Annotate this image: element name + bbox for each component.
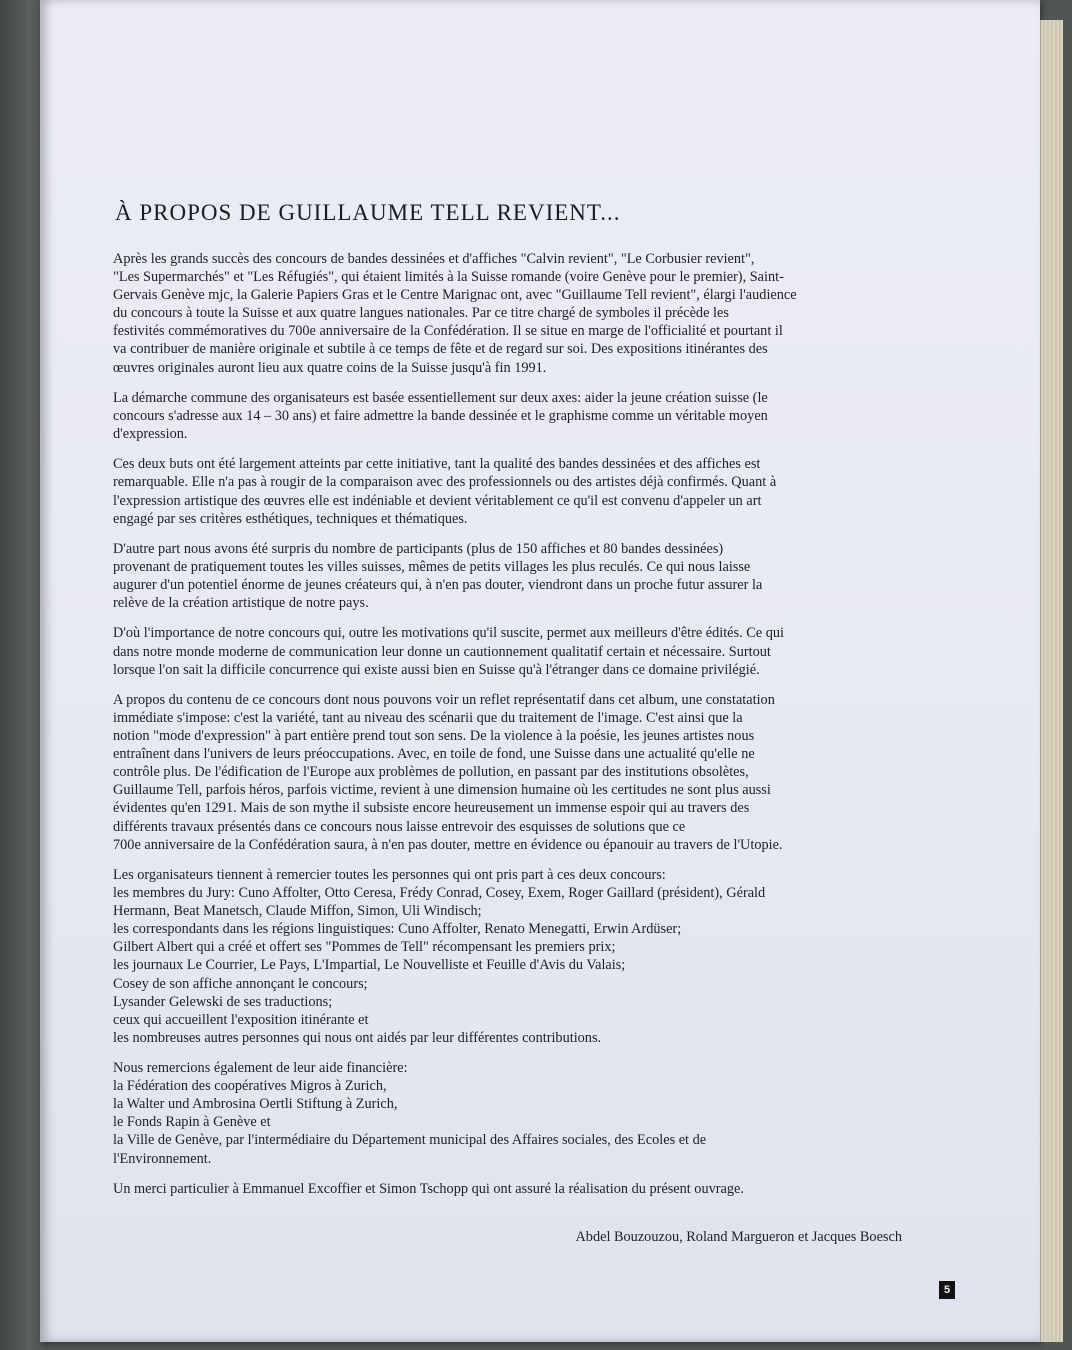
text-line: Hermann, Beat Manetsch, Claude Miffon, Simon, Uli Windisch;	[113, 903, 482, 920]
text-line: Cosey de son affiche annonçant le concours;	[113, 975, 368, 992]
text-line: l'Environnement.	[113, 1150, 212, 1167]
paragraph	[113, 1059, 958, 1168]
page-edges	[1040, 20, 1063, 1342]
page-number: 5	[939, 1281, 955, 1299]
text-line: concours s'adresse aux 14 – 30 ans) et faire admettre la bande dessinée et le graphisme comme un véritable moyen	[113, 407, 768, 424]
signature: Abdel Bouzouzou, Roland Margueron et Jacques Boesch	[575, 1229, 902, 1245]
text-line: D'où l'importance de notre concours qui, outre les motivations qu'il suscite, permet aux meilleurs d'être édités. Ce qui	[113, 625, 784, 642]
text-line: œuvres originales auront lieu aux quatre coins de la Suisse jusqu'à fin 1991.	[113, 359, 547, 376]
page-title: À PROPOS DE GUILLAUME TELL REVIENT...	[115, 200, 621, 225]
text-line: évidentes qu'en 1291. Mais de son mythe il subsiste encore heureusement un immense espoir qui au travers des	[113, 800, 750, 817]
text-line: A propos du contenu de ce concours dont nous pouvons voir un reflet représentatif dans cet album, une constatation	[113, 691, 775, 708]
text-line: Gervais Genève mjc, la Galerie Papiers Gras et le Centre Marignac ont, avec "Guillaume Tell revient", élargi l'audience	[113, 287, 797, 304]
text-line: Nous remercions également de leur aide financière:	[113, 1060, 408, 1077]
text-line: Gilbert Albert qui a créé et offert ses "Pommes de Tell" récompensant les premiers prix;	[113, 939, 616, 956]
text-line: relève de la création artistique de notre pays.	[113, 595, 369, 612]
paragraph	[113, 540, 958, 612]
paragraph	[113, 866, 958, 1047]
text-line: les journaux Le Courrier, Le Pays, L'Impartial, Le Nouvelliste et Feuille d'Avis du Valais;	[113, 957, 626, 974]
text-line: La démarche commune des organisateurs est basée essentiellement sur deux axes: aider la jeune création suisse (le	[113, 389, 768, 406]
text-line: le Fonds Rapin à Genève et	[113, 1114, 271, 1131]
text-line: la Walter und Ambrosina Oertli Stiftung à Zurich,	[113, 1096, 398, 1113]
text-line: les membres du Jury: Cuno Affolter, Otto Ceresa, Frédy Conrad, Cosey, Exem, Roger Gaillard (président), Gérald	[113, 885, 766, 902]
text-line: Un merci particulier à Emmanuel Excoffier et Simon Tschopp qui ont assuré la réalisation du présent ouvrage.	[113, 1180, 744, 1197]
text-line: Après les grands succès des concours de bandes dessinées et d'affiches "Calvin revient", "Le Corbusier revient",	[113, 251, 755, 267]
text-line: provenant de pratiquement toutes les villes suisses, mêmes de petits villages les plus reculés. Ce qui nous laisse	[113, 558, 751, 575]
body-text	[113, 250, 958, 1210]
paragraph	[113, 455, 958, 527]
text-line: Les organisateurs tiennent à remercier toutes les personnes qui ont pris part à ces deux concours:	[113, 866, 666, 883]
text-line: la Fédération des coopératives Migros à Zurich,	[113, 1078, 387, 1095]
text-line: engagé par ses critères esthétiques, techniques et thématiques.	[113, 510, 468, 527]
paragraph	[113, 691, 958, 854]
text-line: augurer d'un potentiel énorme de jeunes créateurs qui, à n'en pas douter, viendront dans un proche futur assurer la	[113, 577, 763, 594]
text-line: d'expression.	[113, 426, 188, 443]
text-line: notion "mode d'expression" à part entière prend tout son sens. De la violence à la poésie, les jeunes artistes nous	[113, 728, 755, 745]
text-line: Guillaume Tell, parfois héros, parfois victime, revient à une dimension humaine où les certitudes ne sont plus aussi	[113, 782, 771, 799]
text-line: entraînent dans l'univers de leurs préoccupations. Avec, en toile de fond, une Suisse dans une actualité qu'elle ne	[113, 746, 755, 763]
text-line: les correspondants dans les régions linguistiques: Cuno Affolter, Renato Menegatti, Erwin Ardüser;	[113, 921, 682, 938]
text-line: 700e anniversaire de la Confédération saura, à n'en pas douter, mettre en évidence ou épanouir au travers de l'Utopie.	[113, 836, 783, 853]
text-line: remarquable. Elle n'a pas à rougir de la comparaison avec des professionnels ou des artistes déjà confirmés. Quant à	[113, 474, 777, 491]
paragraph	[113, 389, 958, 443]
text-line: Lysander Gelewski de ses traductions;	[113, 993, 333, 1010]
text-line: va contribuer de manière originale et subtile à ce temps de fête et de regard sur soi. Des expositions itinérantes des	[113, 341, 768, 358]
text-line: du concours à toute la Suisse et aux quatre langues nationales. Par ce titre chargé de symboles il précède les	[113, 305, 729, 322]
text-line: lorsque l'on sait la difficile concurrence qui existe aussi bien en Suisse qu'à l'étranger dans ce domaine privilégié.	[113, 661, 760, 678]
text-line: l'expression artistique des œuvres elle est indéniable et devient véritablement ce qu'il est convenu d'appeler un art	[113, 492, 762, 509]
text-line: immédiate s'impose: c'est la variété, tant au niveau des scénarii que du traitement de l'image. C'est ainsi que la	[113, 710, 743, 726]
text-line: ceux qui accueillent l'exposition itinérante et	[113, 1011, 369, 1028]
paragraph	[113, 250, 958, 377]
text-line: différents travaux présentés dans ce concours nous laisse entrevoir des esquisses de solutions que ce	[113, 818, 686, 835]
text-line: contrôle plus. De l'édification de l'Europe aux problèmes de pollution, en passant par des institutions obsolètes,	[113, 764, 749, 781]
paragraph	[113, 624, 958, 678]
paragraph	[113, 1180, 958, 1198]
text-line: D'autre part nous avons été surpris du nombre de participants (plus de 150 affiches et 80 bandes dessinées)	[113, 540, 724, 557]
text-line: Ces deux buts ont été largement atteints par cette initiative, tant la qualité des bandes dessinées et des affiches est	[113, 456, 761, 473]
text-line: dans notre monde moderne de communication leur donne un cautionnement qualitatif certain et nécessaire. Surtout	[113, 643, 771, 660]
text-line: les nombreuses autres personnes qui nous ont aidés par leur différentes contributions.	[113, 1029, 602, 1046]
text-line: la Ville de Genève, par l'intermédiaire du Département municipal des Affaires sociales, des Ecoles et de	[113, 1132, 707, 1149]
text-line: festivités commémoratives du 700e anniversaire de la Confédération. Il se situe en marge de l'officialité et pourtant il	[113, 323, 783, 340]
text-line: "Les Supermarchés" et "Les Réfugiés", qui étaient limités à la Suisse romande (voire Genève pour le premier), Saint-	[113, 269, 784, 286]
